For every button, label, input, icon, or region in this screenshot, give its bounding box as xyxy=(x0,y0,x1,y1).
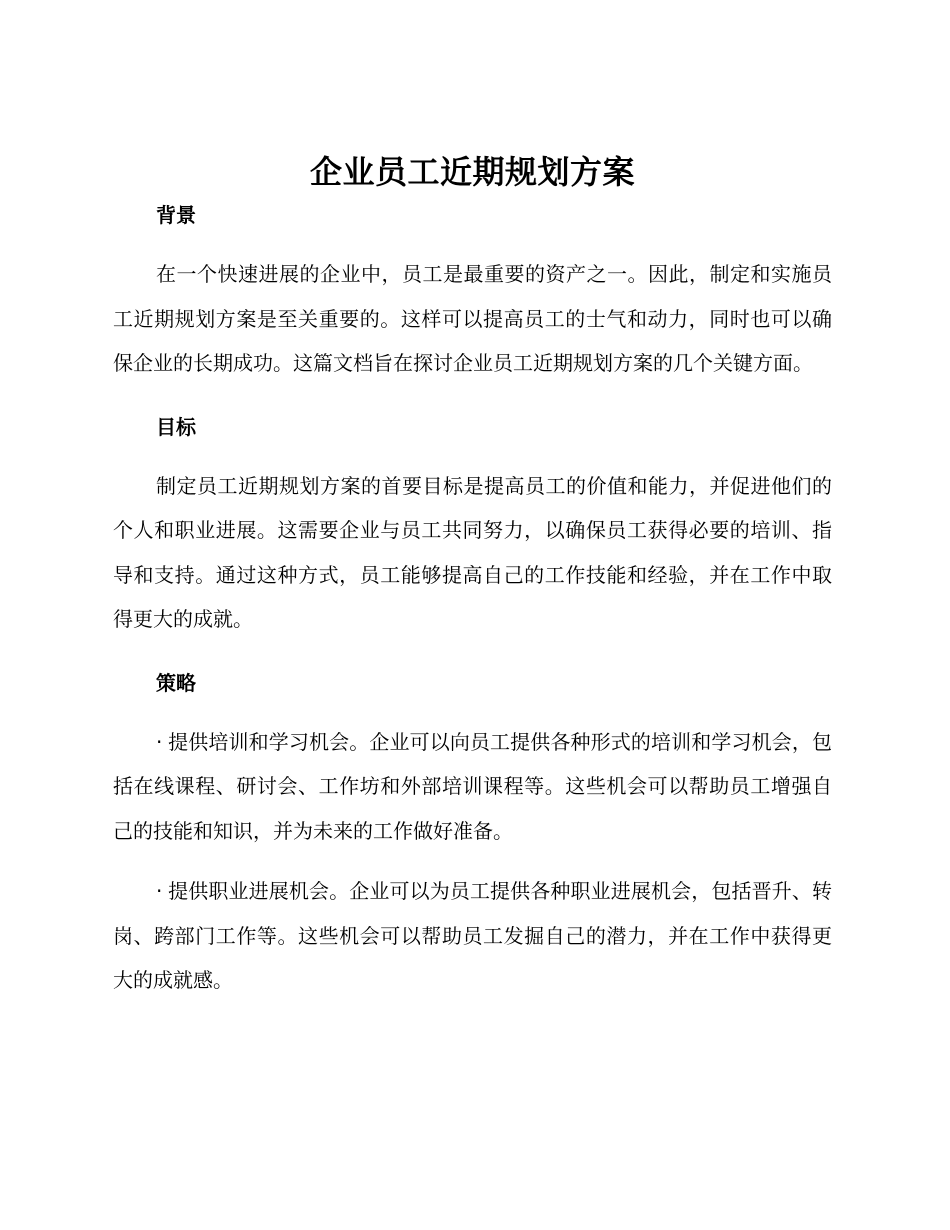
strategy-bullet-item xyxy=(113,720,832,854)
strategy-bullet-item xyxy=(113,869,832,1003)
document-title: 企业员工近期规划方案 xyxy=(309,153,635,191)
goals-paragraph: 制定员工近期规划方案的首要目标是提高员工的价值和能力，并促进他们的个人和职业进展。这需要企业与员工共同努力，以确保员工获得必要的培训、指导和支持。通过这种方式，员工能够提高自己的工作技能和经验，并在工作中取得更大的成就。 xyxy=(113,473,832,631)
background-paragraph: 在一个快速进展的企业中，员工是最重要的资产之一。因此，制定和实施员工近期规划方案是至关重要的。这样可以提高员工的士气和动力，同时也可以确保企业的长期成功。这篇文档旨在探讨企业员工近期规划方案的几个关键方面。 xyxy=(113,262,832,375)
strategy-bullet-text: 提供职业进展机会。企业可以为员工提供各种职业进展机会，包括晋升、转岗、跨部门工作等。这些机会可以帮助员工发掘自己的潜力，并在工作中获得更大的成就感。 xyxy=(113,879,832,992)
section-heading-strategy: 策略 xyxy=(156,670,196,695)
section-heading-goals: 目标 xyxy=(156,414,196,439)
strategy-bullet-text: 提供培训和学习机会。企业可以向员工提供各种形式的培训和学习机会，包括在线课程、研讨会、工作坊和外部培训课程等。这些机会可以帮助员工增强自己的技能和知识，并为未来的工作做好准备。 xyxy=(113,729,832,843)
section-heading-background: 背景 xyxy=(156,203,196,227)
bullet-dot-icon: · xyxy=(156,879,163,903)
bullet-dot-icon: · xyxy=(156,729,163,754)
